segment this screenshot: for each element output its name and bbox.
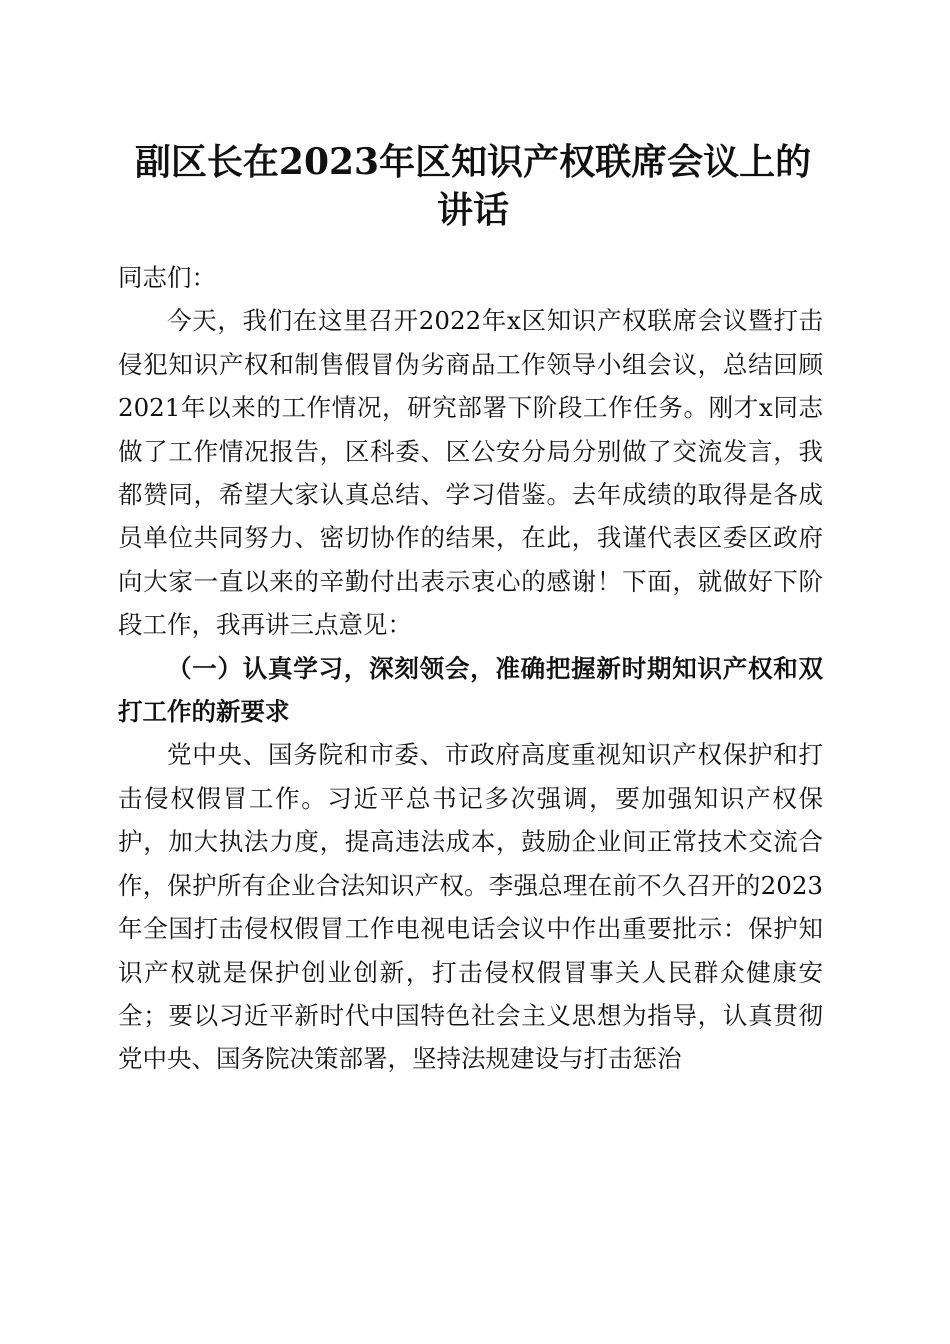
section-paragraph: 党中央、国务院和市委、市政府高度重视知识产权保护和打击侵权假冒工作。习近平总书记多次强调，要加强知识产权保护，加大执法力度，提高违法成本，鼓励企业间正常技术交流合作，保护所有企业合法知识产权。李强总理在前不久召开的2023年全国打击侵权假冒工作电视电话会议中作出重要批示：保护知识产权就是保护创业创新，打击侵权假冒事关人民群众健康安全；要以习近平新时代中国特色社会主义思想为指导，认真贯彻党中央、国务院决策部署，坚持法规建设与打击惩治: [118, 740, 823, 1074]
intro-paragraph: 今天，我们在这里召开2022年x区知识产权联席会议暨打击侵犯知识产权和制售假冒伪劣商品工作领导小组会议，总结回顾2021年以来的工作情况，研究部署下阶段工作任务。刚才x同志做了工作情况报告，区科委、区公安分局分别做了交流发言，我都赞同，希望大家认真总结、学习借鉴。去年成绩的取得是各成员单位共同努力、密切协作的结果，在此，我谨代表区委区政府向大家一直以来的辛勤付出表示衷心的感谢！下面，就做好下阶段工作，我再讲三点意见：: [118, 306, 823, 640]
document-body: [118, 256, 823, 1081]
salutation: 同志们：: [118, 263, 216, 292]
section-heading: （一）认真学习，深刻领会，准确把握新时期知识产权和双打工作的新要求: [118, 653, 823, 727]
document-title: 副区长在2023年区知识产权联席会议上的讲话: [134, 141, 812, 231]
